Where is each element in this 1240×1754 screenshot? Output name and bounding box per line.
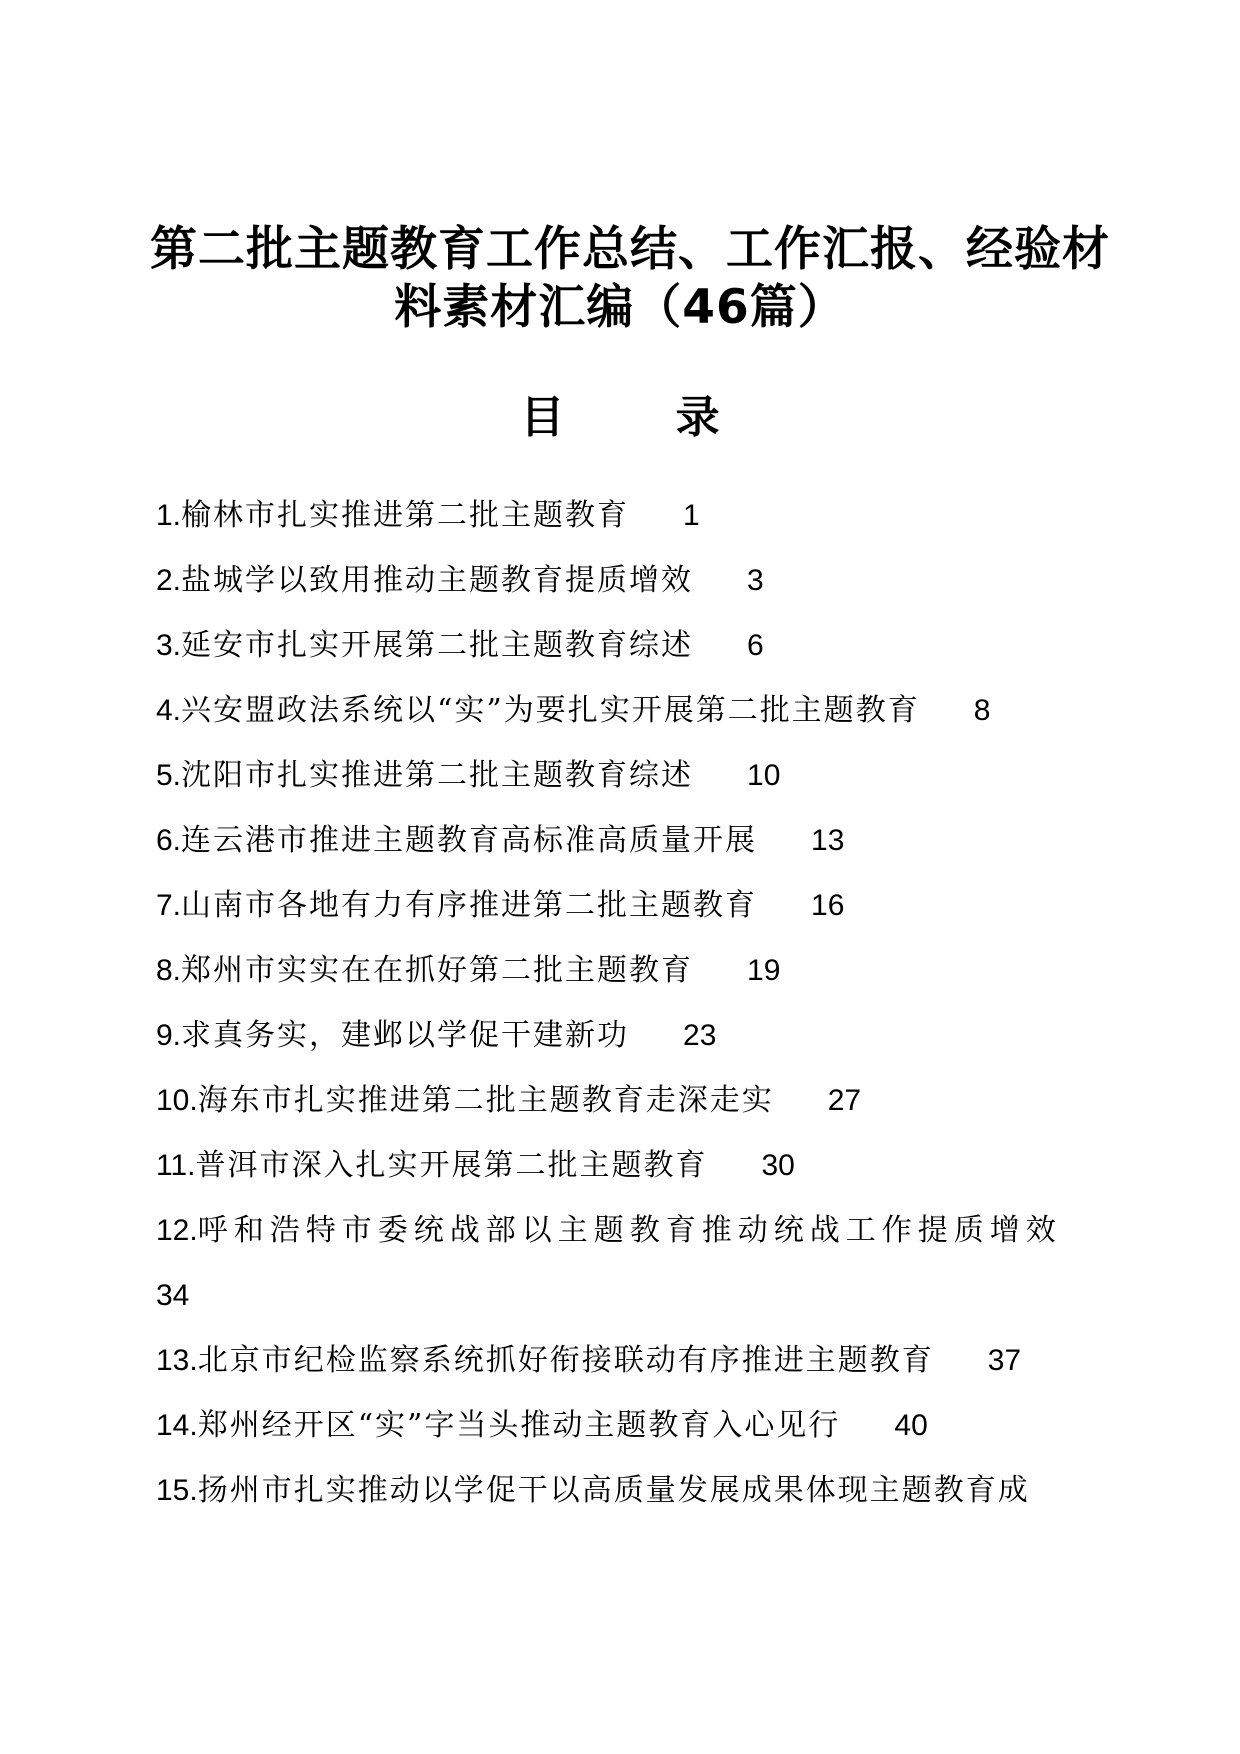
toc-entry-number: 1. — [156, 499, 182, 532]
toc-entry-title — [156, 557, 693, 605]
toc-entry-label: 山南市各地有力有序推进第二批主题教育 — [181, 888, 758, 923]
toc-entry-number: 2. — [156, 564, 182, 597]
toc-entry-page: 10 — [747, 759, 781, 792]
toc-entry-number: 11. — [156, 1149, 196, 1182]
toc-entry[interactable] — [156, 1402, 1086, 1467]
toc-entry-page: 40 — [894, 1409, 928, 1442]
toc-entry-label: 普洱市深入扎实开展第二批主题教育 — [195, 1148, 708, 1183]
toc-entry[interactable] — [156, 882, 1086, 947]
toc-entry-label: 北京市纪检监察系统抓好衔接联动有序推进主题教育 — [197, 1343, 934, 1378]
toc-entry-page: 8 — [973, 694, 991, 727]
toc-entry-title — [156, 752, 693, 800]
toc-entry[interactable] — [156, 1467, 1086, 1532]
toc-entry-label: 盐城学以致用推动主题教育提质增效 — [181, 563, 694, 598]
toc-entry-label: 榆林市扎实推进第二批主题教育 — [181, 498, 630, 533]
document-title-line-2: 料素材汇编（46篇） — [394, 280, 846, 335]
toc-entry-title — [156, 492, 629, 540]
toc-entry-label: 连云港市推进主题教育高标准高质量开展 — [181, 823, 758, 858]
toc-entry-number: 14. — [156, 1409, 198, 1442]
toc-entry-label: 沈阳市扎实推进第二批主题教育综述 — [181, 758, 694, 793]
toc-entry[interactable] — [156, 1012, 1086, 1077]
toc-entry[interactable] — [156, 1142, 1086, 1207]
toc-entry-number: 3. — [156, 629, 182, 662]
toc-entry-page: 34 — [156, 1279, 190, 1312]
toc-entry-page: 6 — [747, 629, 764, 662]
toc-entry-title — [156, 1012, 629, 1060]
toc-entry-page: 13 — [811, 824, 845, 857]
toc-entry-page: 30 — [761, 1149, 795, 1182]
toc-entry-label: 扬州市扎实推动以学促干以高质量发展成果体现主题教育成 — [197, 1473, 1030, 1508]
toc-entry[interactable] — [156, 1337, 1086, 1402]
toc-entry-number: 4. — [156, 694, 182, 727]
toc-entry-title — [156, 1467, 1030, 1515]
toc-entry[interactable] — [156, 817, 1086, 882]
table-of-contents — [156, 492, 1086, 1532]
toc-entry-page: 37 — [987, 1344, 1022, 1377]
toc-entry-label: 海东市扎实推进第二批主题教育走深走实 — [197, 1083, 774, 1118]
toc-entry[interactable] — [156, 1077, 1086, 1142]
toc-entry-label: 求真务实，建邺以学促干建新功 — [181, 1018, 630, 1053]
toc-entry[interactable] — [156, 947, 1086, 1012]
toc-entry-title — [156, 882, 757, 930]
toc-entry-number: 15. — [156, 1474, 198, 1507]
toc-entry[interactable] — [156, 1207, 1086, 1337]
toc-entry-page: 1 — [683, 499, 700, 532]
document-title-line-1: 第二批主题教育工作总结、工作汇报、经验材 — [150, 222, 1110, 277]
toc-entry-number: 10. — [156, 1084, 198, 1117]
toc-entry-page: 27 — [827, 1084, 862, 1117]
toc-entry-title — [156, 1207, 1086, 1255]
toc-entry-number: 13. — [156, 1344, 198, 1377]
toc-entry-label: 呼和浩特市委统战部以主题教育推动统战工作提质增效 — [197, 1213, 1062, 1248]
toc-entry-number: 7. — [156, 889, 182, 922]
toc-heading: 目 录 — [520, 392, 768, 443]
toc-entry-title — [156, 687, 920, 735]
toc-entry-number: 5. — [156, 759, 182, 792]
toc-entry[interactable] — [156, 557, 1086, 622]
toc-entry-title — [156, 1142, 707, 1190]
toc-entry-title — [156, 1337, 934, 1385]
toc-entry-label: 郑州经开区“实”字当头推动主题教育入心见行 — [197, 1408, 841, 1443]
toc-entry-title — [156, 1077, 774, 1125]
toc-entry-title — [156, 817, 757, 865]
toc-entry-page: 16 — [811, 889, 845, 922]
toc-entry-label: 延安市扎实开展第二批主题教育综述 — [181, 628, 694, 663]
toc-entry-page: 23 — [683, 1019, 717, 1052]
toc-entry-title — [156, 1402, 840, 1450]
toc-entry-number: 9. — [156, 1019, 182, 1052]
toc-entry-label: 兴安盟政法系统以“实”为要扎实开展第二批主题教育 — [181, 693, 920, 728]
toc-entry[interactable] — [156, 752, 1086, 817]
toc-entry-number: 6. — [156, 824, 182, 857]
toc-entry-page: 3 — [747, 564, 764, 597]
toc-entry-title — [156, 622, 693, 670]
toc-entry-number: 8. — [156, 954, 182, 987]
toc-entry-page: 19 — [747, 954, 781, 987]
toc-entry[interactable] — [156, 492, 1086, 557]
toc-entry-number: 12. — [156, 1214, 198, 1247]
toc-entry[interactable] — [156, 622, 1086, 687]
toc-entry[interactable] — [156, 687, 1086, 752]
toc-entry-label: 郑州市实实在在抓好第二批主题教育 — [181, 953, 694, 988]
toc-entry-title — [156, 947, 693, 995]
